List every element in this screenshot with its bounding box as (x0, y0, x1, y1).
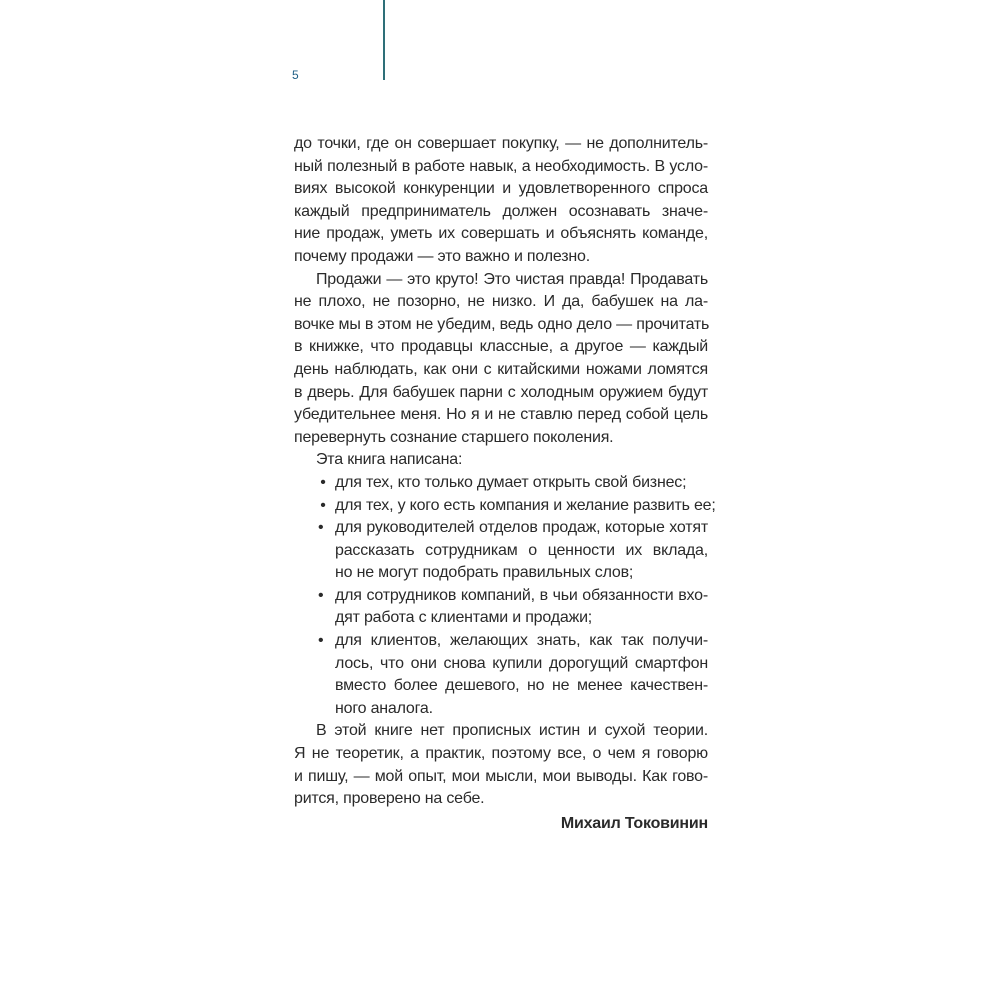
list-item-continuation: рассказать сотрудникам о ценности их вклада, (335, 541, 708, 559)
text-line: не плохо, не позорно, не низко. И да, бабушек на ла- (294, 293, 708, 311)
text-line: вочке мы в этом не убедим, ведь одно дело — прочитать (294, 315, 710, 333)
bullet-icon: • (318, 519, 324, 537)
text-line: рится, проверено на себе. (294, 790, 485, 808)
bullet-icon: • (318, 632, 324, 650)
text-line: виях высокой конкуренции и удовлетворенного спроса (294, 180, 708, 198)
list-item-continuation: но не могут подобрать правильных слов; (335, 564, 634, 582)
bullet-icon: • (318, 586, 324, 604)
text-line: Я не теоретик, а практик, поэтому все, о чем я говорю (294, 745, 708, 763)
list-item-continuation: вместо более дешевого, но не менее качествен- (335, 677, 708, 695)
list-item (294, 472, 708, 495)
list-item-text: для руководителей отделов продаж, которые хотят (335, 519, 708, 537)
list-item-text: для сотрудников компаний, в чьи обязанности вхо- (335, 586, 708, 604)
author-signature: Михаил Токовинин (560, 814, 708, 832)
list-item-text: для тех, кто только думает открыть свой бизнес; (335, 473, 687, 491)
list-item-continuation: лось, что они снова купили дорогущий смартфон (335, 654, 708, 672)
text-line: каждый предприниматель должен осознавать значе- (294, 202, 708, 220)
list-item-continuation: ного аналога. (335, 699, 433, 717)
text-line: ние продаж, уметь их совершать и объяснять команде, (294, 225, 708, 243)
list-item (294, 630, 708, 653)
list-item-text: для клиентов, желающих знать, как так получи- (335, 632, 708, 650)
text-line: в дверь. Для бабушек парни с холодным оружием будут (294, 383, 708, 401)
text-line: В этой книге нет прописных истин и сухой теории. (316, 722, 708, 740)
text-line: почему продажи — это важно и полезно. (294, 247, 590, 265)
page-number: 5 (292, 68, 299, 82)
list-intro: Эта книга написана: (316, 451, 463, 469)
list-item-text: для тех, у кого есть компания и желание развить ее; (335, 496, 716, 514)
list-item (294, 517, 708, 540)
text-line: в книжке, что продавцы классные, а другое — каждый (294, 338, 708, 356)
list-item (294, 495, 716, 518)
header-rule (383, 0, 385, 80)
list-item (294, 585, 708, 608)
text-line: и пишу, — мой опыт, мои мысли, мои выводы. Как гово- (294, 767, 708, 785)
text-line: убедительнее меня. Но я и не ставлю перед собой цель (294, 406, 708, 424)
body-text (294, 133, 716, 835)
bullet-icon: • (320, 496, 326, 514)
text-line: перевернуть сознание старшего поколения. (294, 428, 614, 446)
list-item-continuation: дят работа с клиентами и продажи; (335, 609, 593, 627)
text-line: ный полезный в работе навык, а необходимость. В усло- (294, 157, 708, 175)
text-line: до точки, где он совершает покупку, — не дополнитель- (294, 135, 708, 152)
text-line: день наблюдать, как они с китайскими ножами ломятся (294, 360, 708, 378)
bullet-icon: • (320, 473, 326, 491)
text-line: Продажи — это круто! Это чистая правда! Продавать (316, 270, 708, 288)
